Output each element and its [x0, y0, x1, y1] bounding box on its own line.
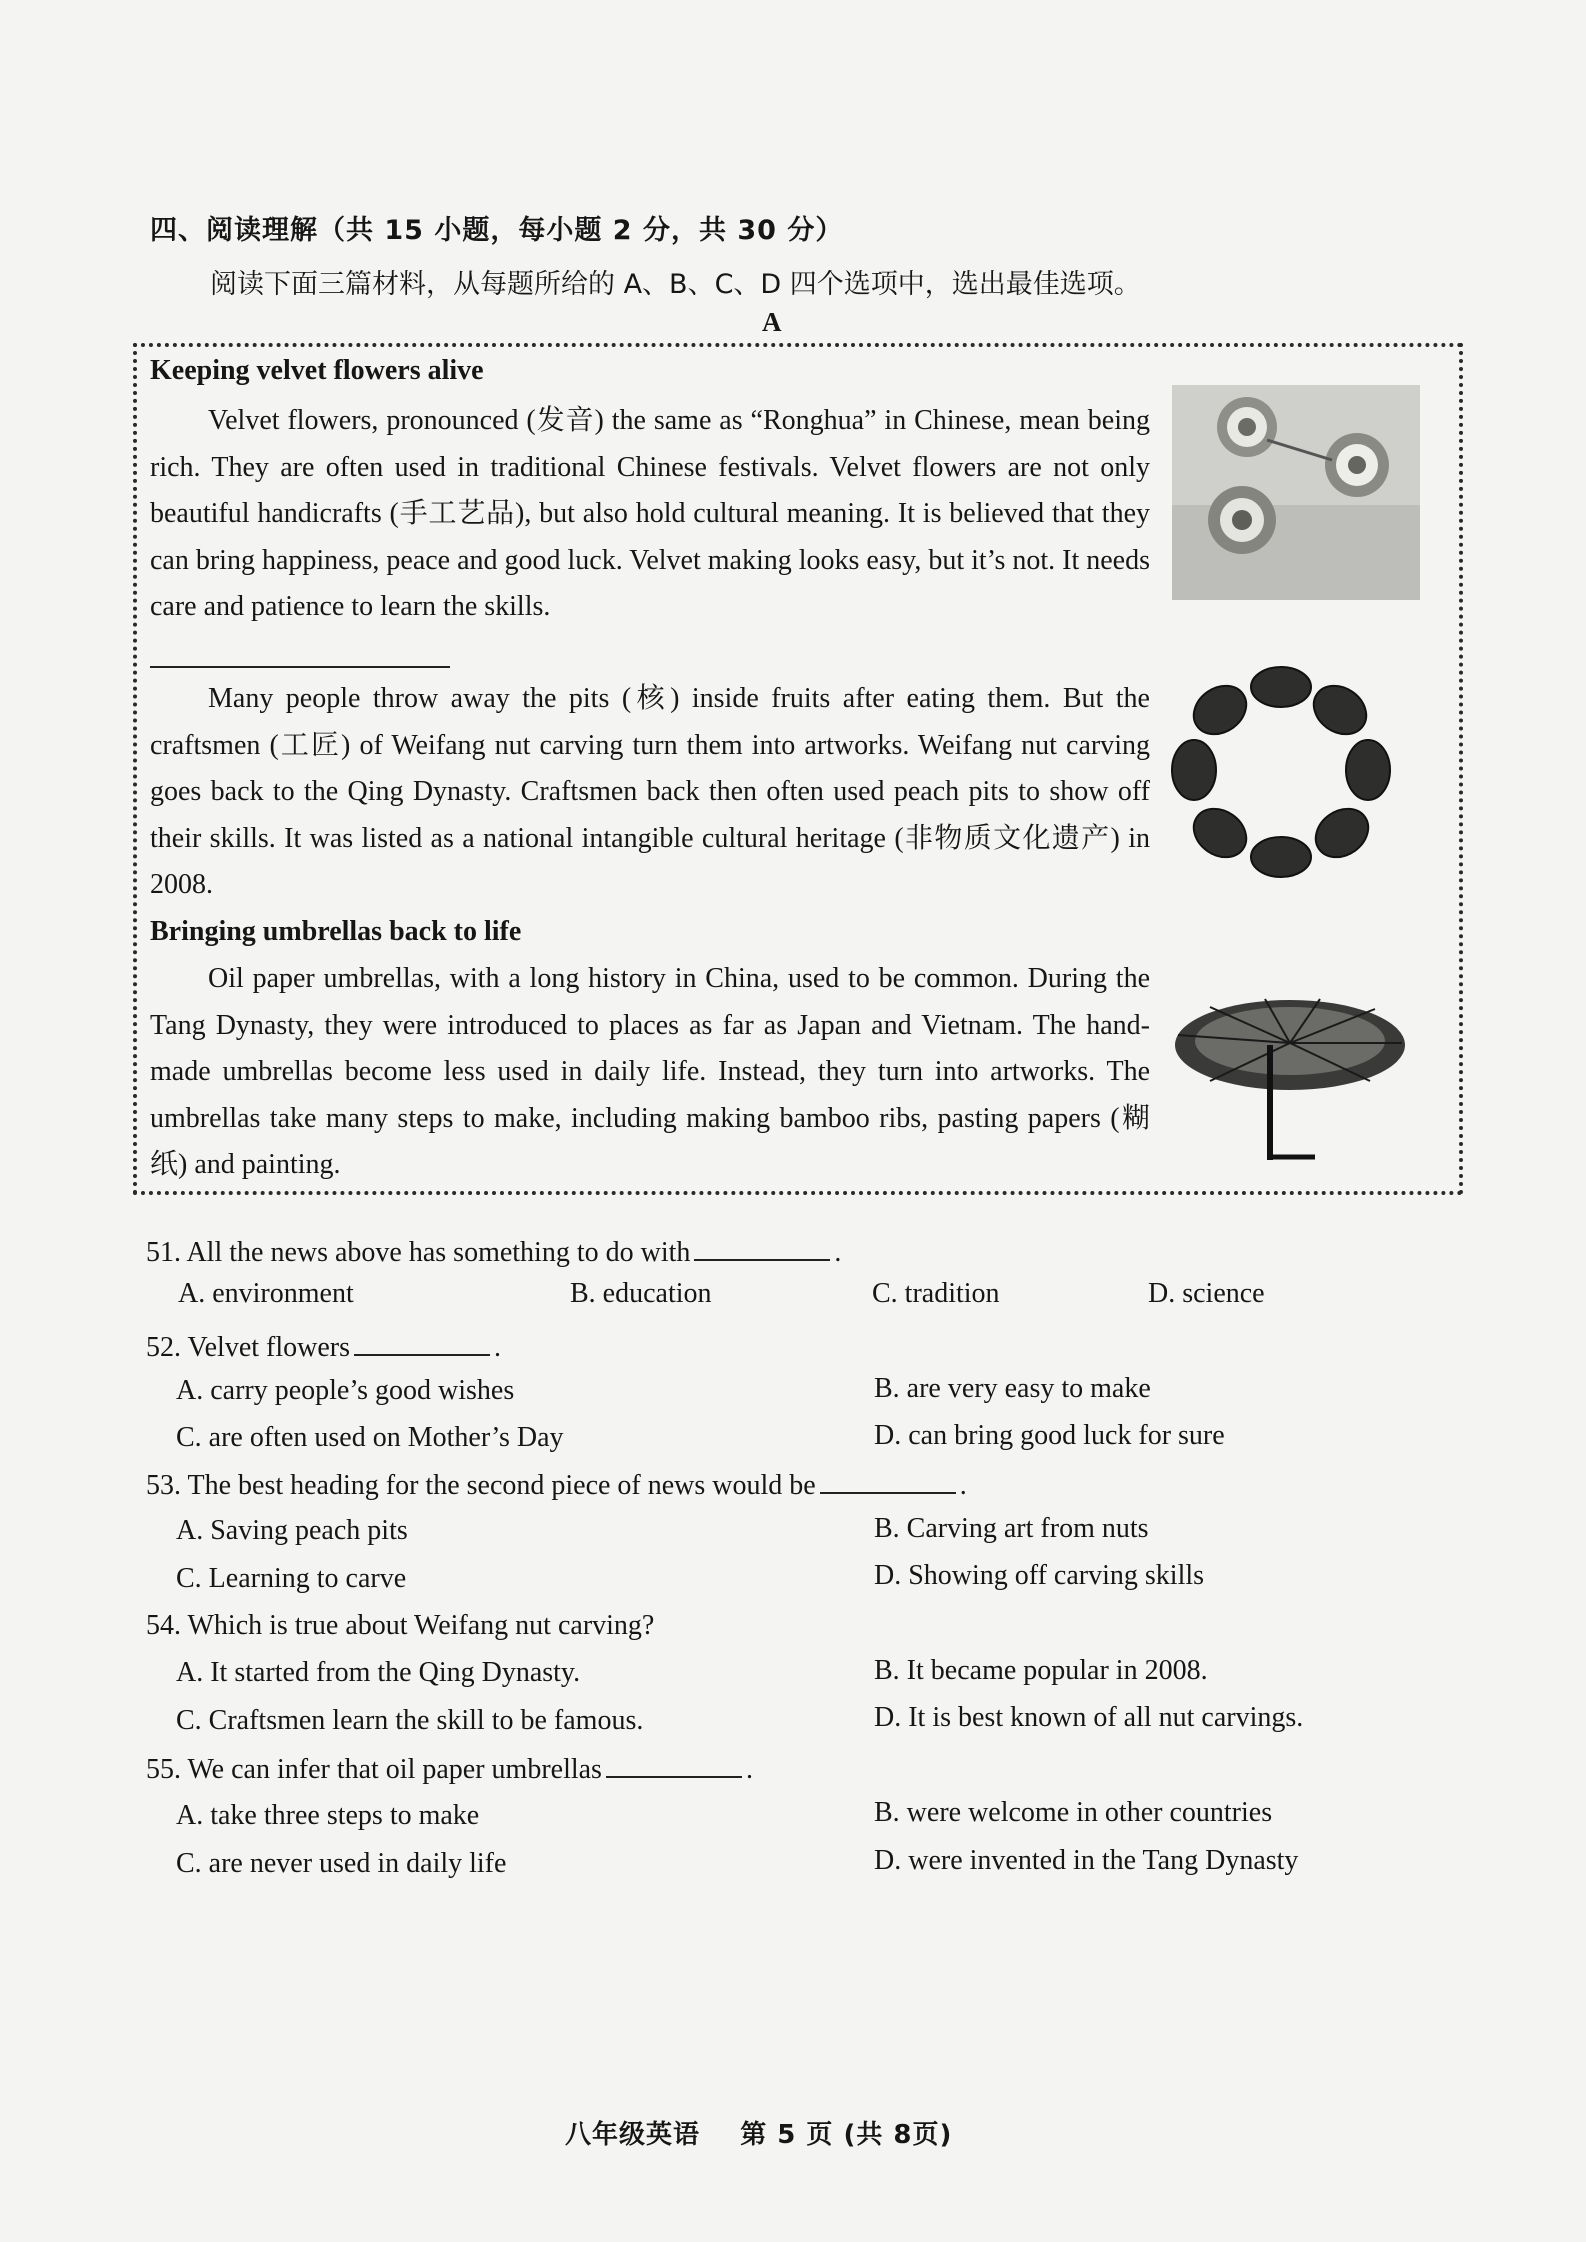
umbrella-icon [1175, 999, 1405, 1160]
question-51: 51. All the news above has something to do with . [146, 1237, 842, 1268]
oil-paper-umbrella-image [1170, 985, 1410, 1165]
question-53: 53. The best heading for the second piece of news would be . [146, 1470, 967, 1501]
answer-blank [606, 1752, 742, 1778]
answer-blank [694, 1235, 830, 1261]
q51-option-b: B. education [570, 1278, 712, 1309]
question-54: 54. Which is true about Weifang nut carving? [146, 1610, 655, 1641]
item1-heading: Keeping velvet flowers alive [150, 355, 484, 386]
answer-blank [354, 1330, 490, 1356]
q51-option-d: D. science [1148, 1278, 1265, 1309]
item1-text: Velvet flowers, pronounced (发音) the same as “Ronghua” in Chinese, mean being rich. They are often used in traditional Chinese festivals. Velvet flowers are not only beautiful handicrafts (手工艺品), but also hold cultural meaning. It is believed that they can bring happiness, peace and good luck. Velvet making looks easy, but it’s not. It needs care and patience to learn the skills. [150, 405, 1151, 622]
q52-option-c: C. are often used on Mother’s Day [176, 1422, 564, 1453]
q51-option-a: A. environment [178, 1278, 354, 1309]
passage-label: A [762, 307, 782, 337]
q54-option-d: D. It is best known of all nut carvings. [874, 1702, 1304, 1733]
velvet-flower-image [1172, 385, 1420, 600]
q53-option-d: D. Showing off carving skills [874, 1560, 1205, 1591]
q54-option-a: A. It started from the Qing Dynasty. [176, 1657, 581, 1688]
question-52: 52. Velvet flowers . [146, 1332, 501, 1363]
q54-option-c: C. Craftsmen learn the skill to be famous. [176, 1705, 644, 1736]
q53-option-a: A. Saving peach pits [176, 1515, 408, 1546]
item1-paragraph [150, 398, 1150, 631]
item2-text: Many people throw away the pits (核) inside fruits after eating them. But the craftsmen (工匠) of Weifang nut carving turn them into artworks. Weifang nut carving goes back to the Qing Dynasty. Craftsmen back then often used peach pits to show off their skills. It was listed as a national intangible cultural heritage (非物质文化遗产) in 2008. [150, 683, 1150, 900]
q53-option-b: B. Carving art from nuts [874, 1513, 1149, 1544]
q55-option-a: A. take three steps to make [176, 1800, 480, 1831]
item2-heading-blank [150, 666, 450, 668]
nut-bracelet-image [1170, 665, 1392, 880]
q52-option-a: A. carry people’s good wishes [176, 1375, 515, 1406]
q53-option-c: C. Learning to carve [176, 1563, 407, 1594]
item2-paragraph [150, 676, 1150, 909]
item3-paragraph [150, 956, 1150, 1189]
answer-blank [820, 1468, 956, 1494]
page-footer: 八年级英语 第 5 页 (共 8页) [565, 2120, 953, 2150]
q55-option-d: D. were invented in the Tang Dynasty [874, 1845, 1299, 1876]
item3-heading: Bringing umbrellas back to life [150, 916, 522, 947]
question-55: 55. We can infer that oil paper umbrellas . [146, 1754, 753, 1785]
q52-option-b: B. are very easy to make [874, 1373, 1151, 1404]
q54-option-b: B. It became popular in 2008. [874, 1655, 1208, 1686]
section-title: 四、阅读理解（共 15 小题，每小题 2 分，共 30 分） [150, 215, 844, 246]
q55-option-b: B. were welcome in other countries [874, 1797, 1273, 1828]
nut-bracelet-icon [1172, 667, 1390, 877]
section-instruction: 阅读下面三篇材料，从每题所给的 A、B、C、D 四个选项中，选出最佳选项。 [210, 269, 1141, 300]
q55-option-c: C. are never used in daily life [176, 1848, 507, 1879]
q51-option-c: C. tradition [872, 1278, 1000, 1309]
item3-text: Oil paper umbrellas, with a long history in China, used to be common. During the Tang Dynasty, they were introduced to places as far as Japan and Vietnam. The hand-made umbrellas become less used in daily life. Instead, they turn into artworks. The umbrellas take many steps to make, including making bamboo ribs, pasting papers (糊纸) and painting. [150, 963, 1150, 1180]
q52-option-d: D. can bring good luck for sure [874, 1420, 1225, 1451]
